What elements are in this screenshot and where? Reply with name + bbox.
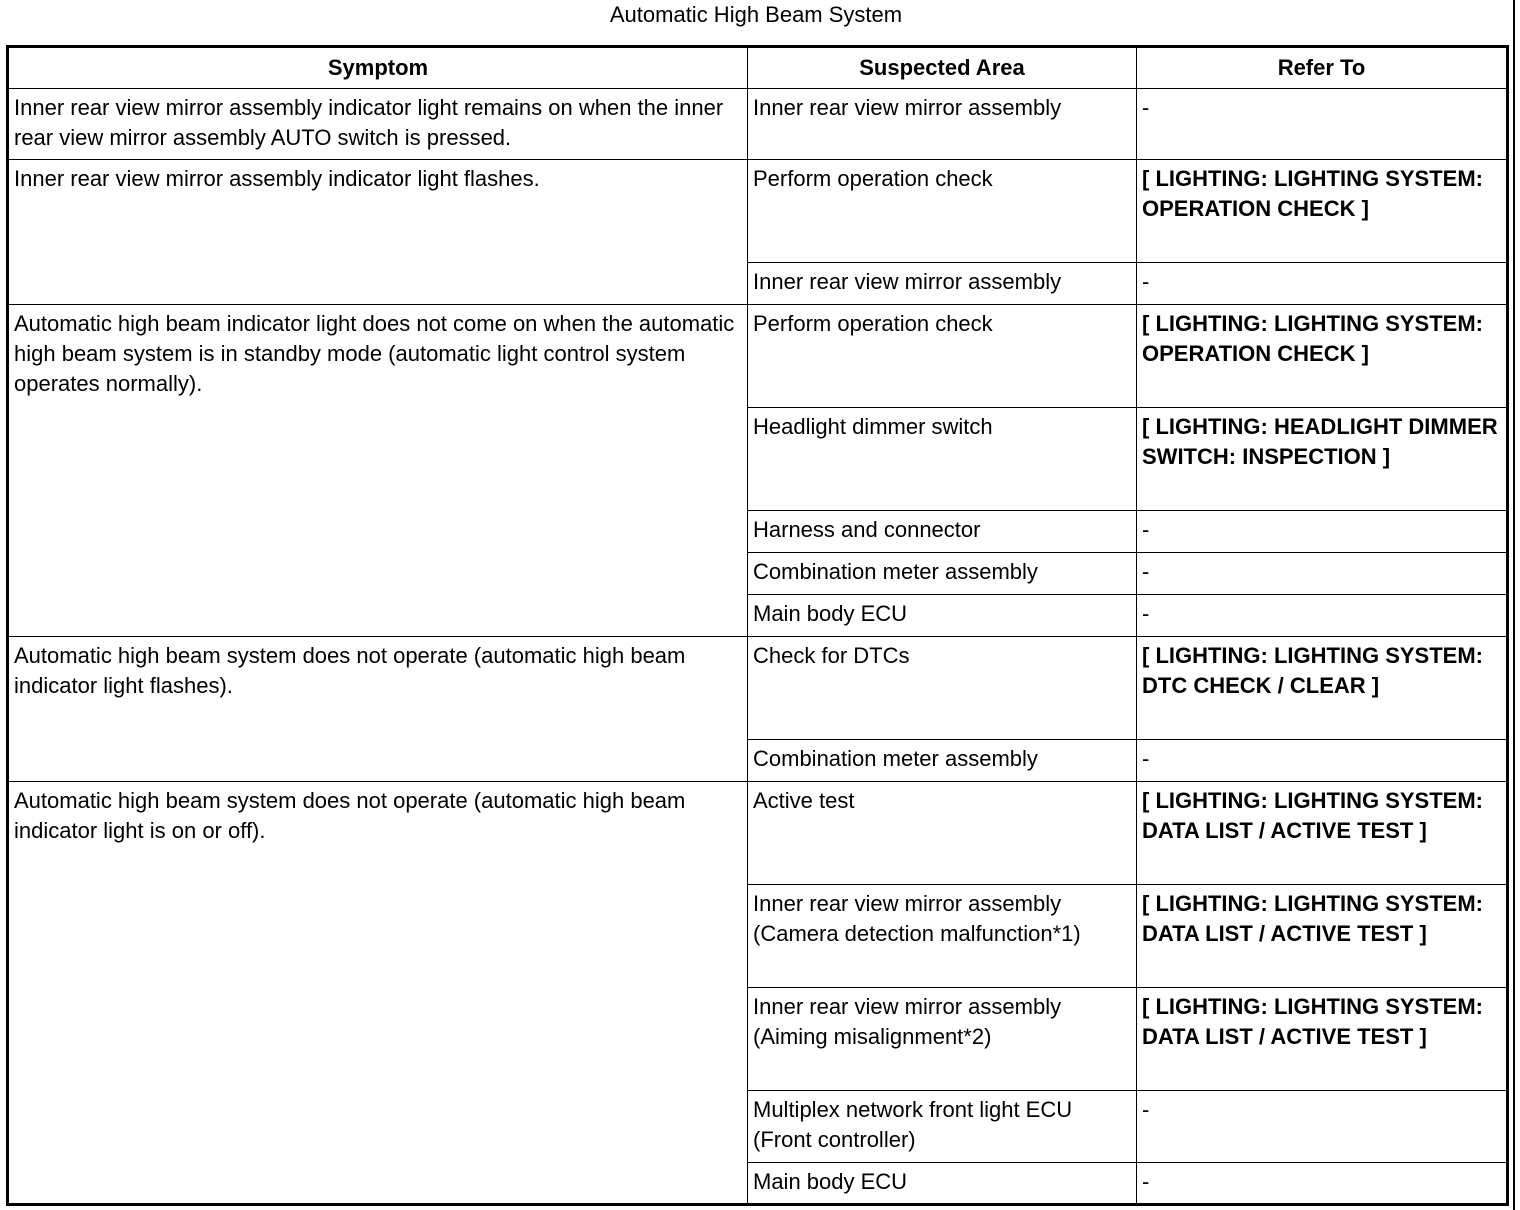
refer-to-cell: - — [1137, 511, 1508, 553]
symptom-cell: Inner rear view mirror assembly indicator light flashes. — [8, 160, 748, 305]
table-row — [8, 160, 1508, 263]
suspected-area-cell: Perform operation check — [748, 305, 1137, 408]
suspected-area-cell: Combination meter assembly — [748, 553, 1137, 595]
refer-to-cell: [ LIGHTING: LIGHTING SYSTEM: DATA LIST / ACTIVE TEST ] — [1137, 782, 1508, 885]
header-row — [8, 47, 1508, 89]
symptom-cell: Automatic high beam system does not operate (automatic high beam indicator light is on or off). — [8, 782, 748, 1205]
symptom-cell: Automatic high beam indicator light does not come on when the automatic high beam system is in standby mode (automatic light control system operates normally). — [8, 305, 748, 637]
refer-to-cell: - — [1137, 263, 1508, 305]
suspected-area-cell: Active test — [748, 782, 1137, 885]
suspected-area-cell: Multiplex network front light ECU (Front controller) — [748, 1091, 1137, 1163]
suspected-area-cell: Perform operation check — [748, 160, 1137, 263]
refer-to-cell: [ LIGHTING: LIGHTING SYSTEM: DTC CHECK / CLEAR ] — [1137, 637, 1508, 740]
page-title: Automatic High Beam System — [609, 2, 903, 27]
refer-to-cell: [ LIGHTING: LIGHTING SYSTEM: OPERATION CHECK ] — [1137, 305, 1508, 408]
refer-to-cell: [ LIGHTING: LIGHTING SYSTEM: OPERATION CHECK ] — [1137, 160, 1508, 263]
troubleshooting-table — [6, 45, 1509, 1206]
table-row — [8, 89, 1508, 160]
table-row — [8, 637, 1508, 740]
page-edge-rule — [1513, 0, 1515, 1210]
refer-to-cell: - — [1137, 89, 1508, 160]
suspected-area-cell: Headlight dimmer switch — [748, 408, 1137, 511]
refer-to-cell: [ LIGHTING: LIGHTING SYSTEM: DATA LIST / ACTIVE TEST ] — [1137, 885, 1508, 988]
header-refer-to: Refer To — [1137, 47, 1508, 89]
header-symptom: Symptom — [8, 47, 748, 89]
refer-to-cell: - — [1137, 1163, 1508, 1205]
refer-to-cell: [ LIGHTING: LIGHTING SYSTEM: DATA LIST / ACTIVE TEST ] — [1137, 988, 1508, 1091]
table-row — [8, 305, 1508, 408]
suspected-area-cell: Combination meter assembly — [748, 740, 1137, 782]
suspected-area-cell: Check for DTCs — [748, 637, 1137, 740]
table-row — [8, 782, 1508, 885]
suspected-area-cell: Inner rear view mirror assembly — [748, 89, 1137, 160]
refer-to-cell: - — [1137, 740, 1508, 782]
suspected-area-cell: Main body ECU — [748, 1163, 1137, 1205]
symptom-cell: Inner rear view mirror assembly indicator light remains on when the inner rear view mirror assembly AUTO switch is pressed. — [8, 89, 748, 160]
suspected-area-cell: Inner rear view mirror assembly — [748, 263, 1137, 305]
refer-to-cell: - — [1137, 553, 1508, 595]
header-suspected-area: Suspected Area — [748, 47, 1137, 89]
refer-to-cell: [ LIGHTING: HEADLIGHT DIMMER SWITCH: INSPECTION ] — [1137, 408, 1508, 511]
symptom-cell: Automatic high beam system does not operate (automatic high beam indicator light flashes). — [8, 637, 748, 782]
refer-to-cell: - — [1137, 1091, 1508, 1163]
suspected-area-cell: Harness and connector — [748, 511, 1137, 553]
refer-to-cell: - — [1137, 595, 1508, 637]
suspected-area-cell: Inner rear view mirror assembly (Aiming misalignment*2) — [748, 988, 1137, 1091]
suspected-area-cell: Inner rear view mirror assembly (Camera detection malfunction*1) — [748, 885, 1137, 988]
suspected-area-cell: Main body ECU — [748, 595, 1137, 637]
